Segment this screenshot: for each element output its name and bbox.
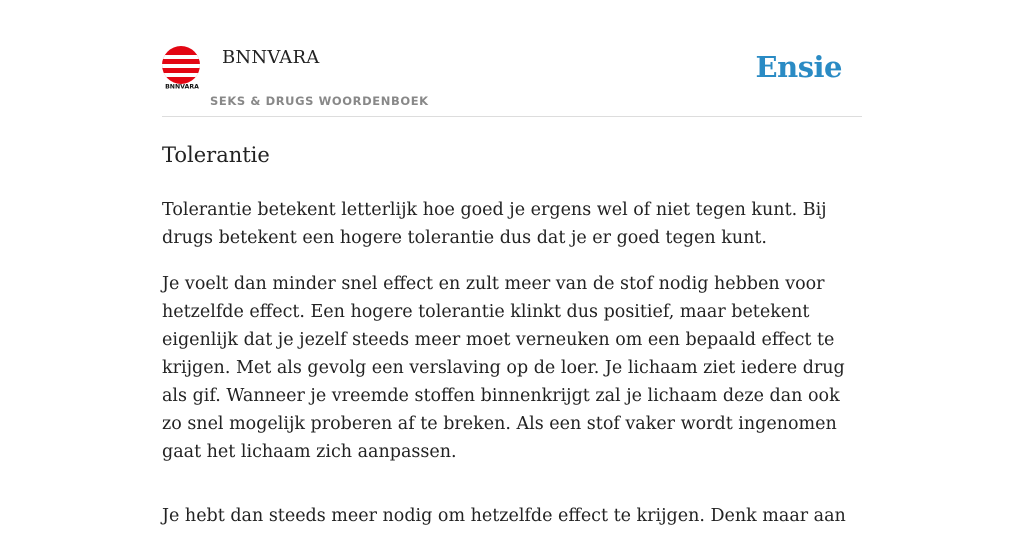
ensie-logo-link[interactable]: Ensie <box>755 50 842 84</box>
article <box>162 140 862 548</box>
page-card <box>162 0 862 526</box>
bnnvara-logo[interactable] <box>162 46 202 90</box>
dictionary-subtitle[interactable]: SEKS & DRUGS WOORDENBOEK <box>210 94 429 108</box>
article-paragraph: Je voelt dan minder snel effect en zult meer van de stof nodig hebben voor hetzelfde effect. Een hogere tolerantie klinkt dus positief, maar betekent eigenlijk dat je jezelf steeds meer moet verneuken om een bepaald effect te krijgen. Met als gevolg een verslaving op de loer. Je lichaam ziet iedere drug als gif. Wanneer je vreemde stoffen binnenkrijgt zal je lichaam deze dan ook zo snel mogelijk proberen af te breken. Als een stof vaker wordt ingenomen gaat het lichaam zich aanpassen. <box>162 274 845 462</box>
logo-text: BNNVARA <box>165 83 199 91</box>
header <box>162 0 862 117</box>
article-paragraph: Je hebt dan steeds meer nodig om hetzelfde effect te krijgen. Denk maar aan <box>162 506 846 526</box>
page-title: Tolerantie <box>162 143 270 167</box>
org-name: BNNVARA <box>222 47 320 68</box>
article-paragraph: Tolerantie betekent letterlijk hoe goed je ergens wel of niet tegen kunt. Bij drugs betekent een hogere tolerantie dus dat je er goed tegen kunt. <box>162 200 827 248</box>
